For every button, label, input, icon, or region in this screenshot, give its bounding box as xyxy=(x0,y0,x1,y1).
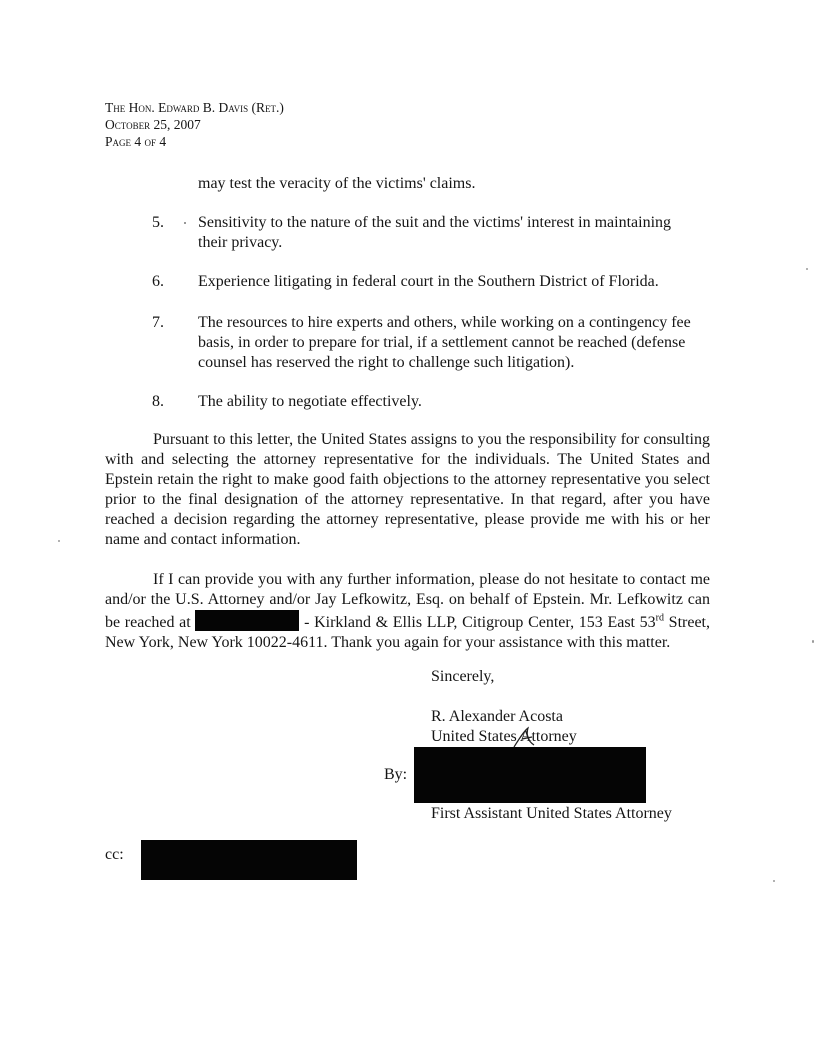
contact-text-closing: Street, New York, New York 10022-4611. Thank you again for your assistance with this matter. xyxy=(105,614,711,651)
list-item-number: 5. xyxy=(152,214,164,231)
contact-text-address: - Kirkland & Ellis LLP, Citigroup Center, 153 East 53 xyxy=(299,614,656,631)
list-item-text: Experience litigating in federal court in the Southern District of Florida. xyxy=(198,273,659,290)
list-item-number: 7. xyxy=(152,314,164,331)
redacted-signature-block xyxy=(414,747,646,803)
paragraph-contact-info xyxy=(105,570,710,653)
list-item-text: Sensitivity to the nature of the suit and the victims' interest in maintaining their privacy. xyxy=(198,214,672,251)
scan-speck xyxy=(58,540,60,542)
scan-speck xyxy=(806,268,808,270)
cc-label: cc: xyxy=(105,846,124,863)
scan-speck xyxy=(773,880,775,882)
ordinal-superscript: rd xyxy=(655,612,665,624)
closing-salutation: Sincerely, xyxy=(431,668,495,685)
header-recipient: The Hon. Edward B. Davis (Ret.) xyxy=(105,100,284,115)
list-item-text: The ability to negotiate effectively. xyxy=(198,393,422,410)
by-label: By: xyxy=(384,766,408,783)
list-item-number: 6. xyxy=(152,273,164,290)
paragraph-attorney-selection: Pursuant to this letter, the United States assigns to you the responsibility for consulting with and selecting the attorney representative for the individuals. The United States and Epstein retain the right to make good faith objections to the attorney representative you select prior to the final designation of the attorney representative. In that regard, after you have reached a decision regarding the attorney representative, please provide me with his or her name and contact information. xyxy=(105,431,710,548)
redacted-cc-block xyxy=(141,840,357,880)
signer-title: United States Attorney xyxy=(431,728,577,745)
header-page-number: Page 4 of 4 xyxy=(105,134,167,149)
header-date: October 25, 2007 xyxy=(105,117,201,132)
list-item-text: The resources to hire experts and others, while working on a contingency fee basis, in order to prepare for trial, if a settlement cannot be reached (defense counsel has reserved the right to challenge such litigation). xyxy=(198,314,691,371)
signer-role: First Assistant United States Attorney xyxy=(431,805,672,822)
list-item-number: 8. xyxy=(152,393,164,410)
continuation-text: may test the veracity of the victims' claims. xyxy=(198,175,476,192)
scan-speck xyxy=(812,640,814,643)
redacted-phone-block xyxy=(195,610,299,631)
contact-text-before-redaction: If I can provide you with any further information, please do not hesitate to contact me and/or the U.S. Attorney and/or Jay Lefkowitz, Esq. on behalf of Epstein. Mr. Lefkowitz can be reached at xyxy=(105,571,710,631)
letter-header xyxy=(105,99,284,150)
signer-name: R. Alexander Acosta xyxy=(431,708,563,725)
